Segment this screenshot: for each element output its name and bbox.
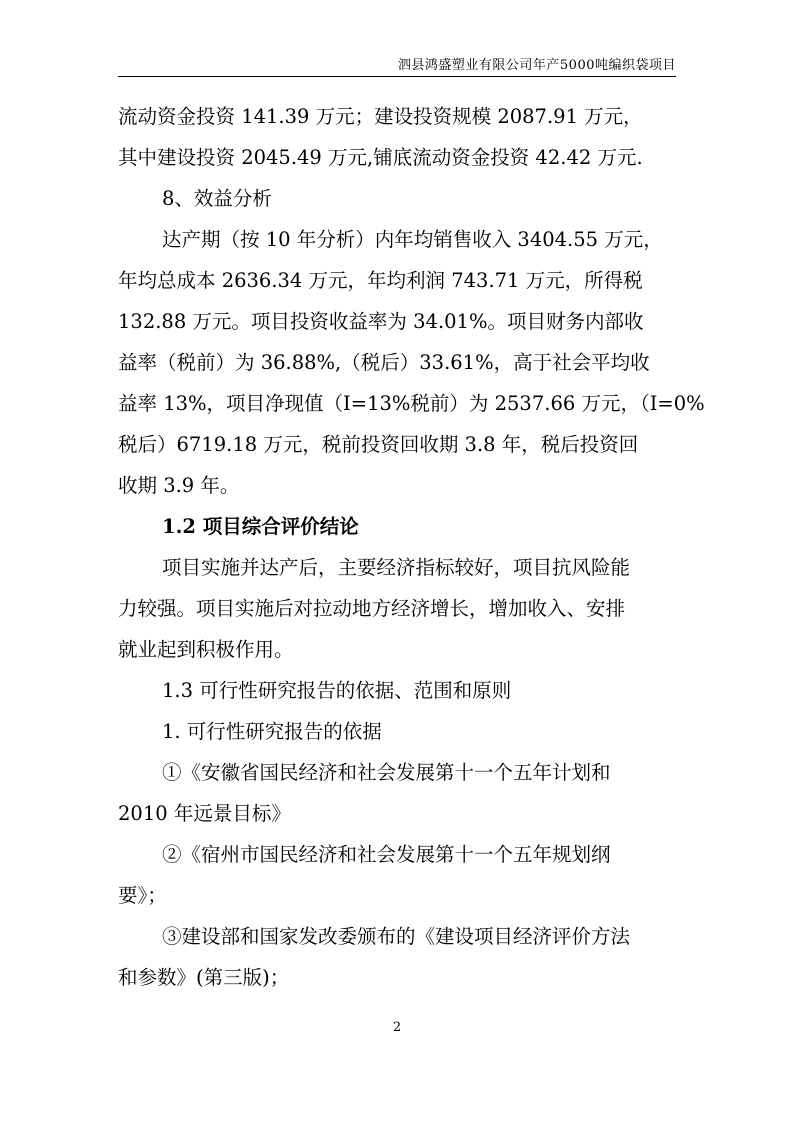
text-line: 流动资金投资 141.39 万元；建设投资规模 2087.91 万元，	[118, 105, 643, 128]
list-item-continuation: 2010 年远景目标》	[118, 802, 291, 825]
section-heading: 1.2 项目综合评价结论	[162, 515, 359, 538]
list-item-continuation: 和参数》(第三版)；	[118, 966, 290, 989]
text-line: 益率（税前）为 36.88%,（税后）33.61%，高于社会平均收	[118, 351, 650, 374]
text-line: 税后）6719.18 万元，税前投资回收期 3.8 年，税后投资回	[118, 433, 639, 456]
section-heading: 1.3 可行性研究报告的依据、范围和原则	[162, 679, 512, 702]
text-line: 益率 13%，项目净现值（I=13%税前）为 2537.66 万元，（I=0%	[118, 392, 705, 415]
list-item: ③建设部和国家发改委颁布的《建设项目经济评价方法	[162, 925, 631, 948]
header-rule	[118, 76, 676, 77]
text-line: 项目实施并达产后，主要经济指标较好，项目抗风险能	[162, 556, 631, 579]
running-header: 泗县鸿盛塑业有限公司年产5000吨编织袋项目	[397, 58, 676, 73]
text-line: 132.88 万元。项目投资收益率为 34.01%。项目财务内部收	[118, 310, 644, 333]
text-line: 其中建设投资 2045.49 万元,铺底流动资金投资 42.42 万元.	[118, 146, 643, 169]
list-item: ①《安徽省国民经济和社会发展第十一个五年计划和	[162, 761, 611, 784]
text-line: 达产期（按 10 年分析）内年均销售收入 3404.55 万元，	[162, 228, 663, 251]
page-number: 2	[392, 1020, 402, 1035]
section-heading: 8、效益分析	[162, 187, 272, 210]
text-line: 力较强。项目实施后对拉动地方经济增长，增加收入、安排	[118, 597, 626, 620]
list-item-continuation: 要》；	[118, 884, 167, 907]
text-line: 就业起到积极作用。	[118, 638, 294, 661]
text-line: 收期 3.9 年。	[118, 474, 240, 497]
subsection-heading: 1. 可行性研究报告的依据	[162, 720, 382, 743]
list-item: ②《宿州市国民经济和社会发展第十一个五年规划纲	[162, 843, 611, 866]
document-body	[118, 96, 705, 998]
text-line: 年均总成本 2636.34 万元，年均利润 743.71 万元，所得税	[118, 269, 643, 292]
